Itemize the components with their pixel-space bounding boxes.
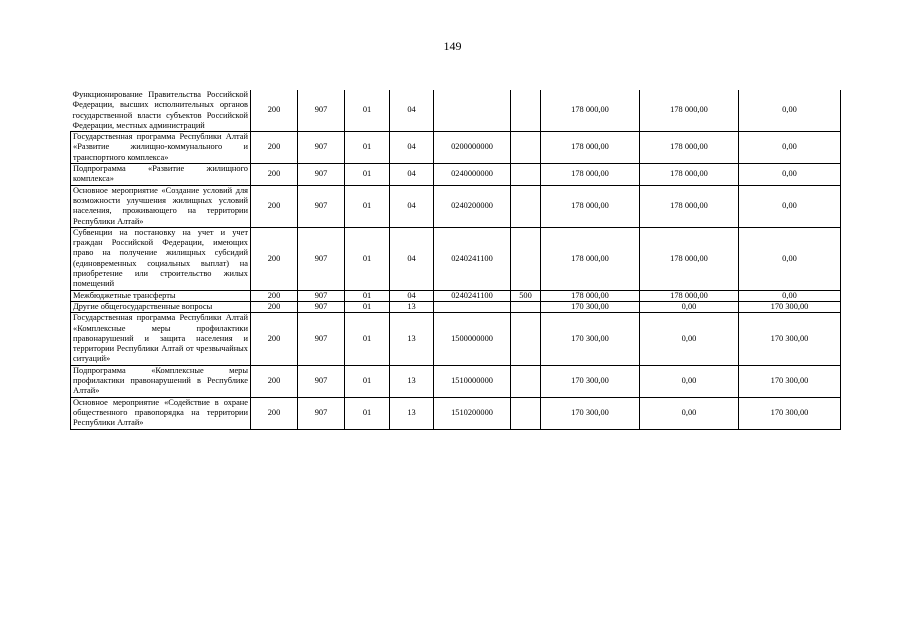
target-article-cell: 1500000000 — [434, 313, 511, 365]
department-code-cell: 907 — [298, 290, 345, 301]
section-code-cell: 01 — [345, 313, 390, 365]
budget-item-name-cell: Основное мероприятие «Содействие в охране общественного правопорядка на территории Республики Алтай» — [71, 397, 251, 429]
amount-total-cell: 178 000,00 — [541, 90, 640, 132]
admin-code-cell: 200 — [251, 365, 298, 397]
admin-code-cell: 200 — [251, 90, 298, 132]
expense-type-cell — [511, 301, 541, 312]
budget-table — [70, 90, 841, 430]
table-row — [71, 227, 841, 290]
amount-part-one-cell: 178 000,00 — [640, 164, 739, 186]
expense-type-cell — [511, 313, 541, 365]
budget-item-name-cell: Другие общегосударственные вопросы — [71, 301, 251, 312]
amount-total-cell: 178 000,00 — [541, 185, 640, 227]
table-row — [71, 290, 841, 301]
admin-code-cell: 200 — [251, 132, 298, 164]
table-row — [71, 164, 841, 186]
section-code-cell: 01 — [345, 90, 390, 132]
admin-code-cell: 200 — [251, 164, 298, 186]
target-article-cell: 1510200000 — [434, 397, 511, 429]
expense-type-cell — [511, 365, 541, 397]
amount-part-one-cell: 0,00 — [640, 397, 739, 429]
section-code-cell: 01 — [345, 397, 390, 429]
expense-type-cell: 500 — [511, 290, 541, 301]
amount-part-two-cell: 0,00 — [739, 164, 841, 186]
amount-part-one-cell: 178 000,00 — [640, 90, 739, 132]
expense-type-cell — [511, 164, 541, 186]
amount-part-two-cell: 0,00 — [739, 227, 841, 290]
subsection-code-cell: 04 — [390, 290, 434, 301]
amount-part-two-cell: 0,00 — [739, 132, 841, 164]
budget-item-name-cell: Субвенции на постановку на учет и учет граждан Российской Федерации, имеющих право на получение жилищных субсидий (единовременных социальных выплат) на приобретение или строительство жилых помещений — [71, 227, 251, 290]
target-article-cell: 0200000000 — [434, 132, 511, 164]
budget-item-name-cell: Функционирование Правительства Российской Федерации, высших исполнительных органов государственной власти субъектов Российской Федерации, местных администраций — [71, 90, 251, 132]
admin-code-cell: 200 — [251, 313, 298, 365]
section-code-cell: 01 — [345, 132, 390, 164]
expense-type-cell — [511, 397, 541, 429]
expense-type-cell — [511, 185, 541, 227]
amount-part-one-cell: 178 000,00 — [640, 132, 739, 164]
budget-item-name-cell: Подпрограмма «Развитие жилищного комплекса» — [71, 164, 251, 186]
subsection-code-cell: 13 — [390, 365, 434, 397]
admin-code-cell: 200 — [251, 290, 298, 301]
target-article-cell: 0240200000 — [434, 185, 511, 227]
section-code-cell: 01 — [345, 301, 390, 312]
page-number: 149 — [443, 39, 462, 53]
subsection-code-cell: 04 — [390, 164, 434, 186]
expense-type-cell — [511, 90, 541, 132]
target-article-cell: 0240241100 — [434, 227, 511, 290]
amount-total-cell: 178 000,00 — [541, 290, 640, 301]
amount-part-one-cell: 0,00 — [640, 301, 739, 312]
budget-item-name-cell: Основное мероприятие «Создание условий для возможности улучшения жилищных условий населения, проживающего на территории Республики Алтай» — [71, 185, 251, 227]
table-row — [71, 301, 841, 312]
section-code-cell: 01 — [345, 185, 390, 227]
amount-part-two-cell: 170 300,00 — [739, 301, 841, 312]
department-code-cell: 907 — [298, 185, 345, 227]
target-article-cell: 1510000000 — [434, 365, 511, 397]
target-article-cell: 0240241100 — [434, 290, 511, 301]
target-article-cell: 0240000000 — [434, 164, 511, 186]
amount-part-one-cell: 178 000,00 — [640, 290, 739, 301]
budget-item-name-cell: Подпрограмма «Комплексные меры профилактики правонарушений в Республике Алтай» — [71, 365, 251, 397]
amount-part-one-cell: 178 000,00 — [640, 227, 739, 290]
table-body — [71, 90, 841, 429]
amount-total-cell: 170 300,00 — [541, 301, 640, 312]
department-code-cell: 907 — [298, 90, 345, 132]
amount-part-two-cell: 170 300,00 — [739, 313, 841, 365]
amount-part-two-cell: 0,00 — [739, 185, 841, 227]
amount-total-cell: 170 300,00 — [541, 313, 640, 365]
amount-part-two-cell: 0,00 — [739, 290, 841, 301]
subsection-code-cell: 04 — [390, 90, 434, 132]
section-code-cell: 01 — [345, 290, 390, 301]
subsection-code-cell: 13 — [390, 313, 434, 365]
amount-part-one-cell: 0,00 — [640, 365, 739, 397]
amount-total-cell: 178 000,00 — [541, 164, 640, 186]
target-article-cell — [434, 301, 511, 312]
department-code-cell: 907 — [298, 365, 345, 397]
admin-code-cell: 200 — [251, 227, 298, 290]
subsection-code-cell: 04 — [390, 132, 434, 164]
department-code-cell: 907 — [298, 301, 345, 312]
admin-code-cell: 200 — [251, 185, 298, 227]
department-code-cell: 907 — [298, 313, 345, 365]
amount-total-cell: 170 300,00 — [541, 365, 640, 397]
budget-item-name-cell: Государственная программа Республики Алтай «Комплексные меры профилактики правонарушений и защита населения и территории Республики Алтай от чрезвычайных ситуаций» — [71, 313, 251, 365]
budget-item-name-cell: Межбюджетные трансферты — [71, 290, 251, 301]
expense-type-cell — [511, 227, 541, 290]
amount-total-cell: 178 000,00 — [541, 227, 640, 290]
section-code-cell: 01 — [345, 365, 390, 397]
department-code-cell: 907 — [298, 227, 345, 290]
amount-part-two-cell: 170 300,00 — [739, 365, 841, 397]
amount-total-cell: 178 000,00 — [541, 132, 640, 164]
section-code-cell: 01 — [345, 164, 390, 186]
department-code-cell: 907 — [298, 164, 345, 186]
table-row — [71, 132, 841, 164]
amount-part-two-cell: 0,00 — [739, 90, 841, 132]
department-code-cell: 907 — [298, 397, 345, 429]
expense-type-cell — [511, 132, 541, 164]
admin-code-cell: 200 — [251, 301, 298, 312]
target-article-cell — [434, 90, 511, 132]
table-row — [71, 90, 841, 132]
admin-code-cell: 200 — [251, 397, 298, 429]
subsection-code-cell: 13 — [390, 301, 434, 312]
amount-part-one-cell: 178 000,00 — [640, 185, 739, 227]
subsection-code-cell: 04 — [390, 227, 434, 290]
budget-item-name-cell: Государственная программа Республики Алтай «Развитие жилищно-коммунального и транспортного комплекса» — [71, 132, 251, 164]
section-code-cell: 01 — [345, 227, 390, 290]
amount-part-one-cell: 0,00 — [640, 313, 739, 365]
table-row — [71, 185, 841, 227]
table-row — [71, 365, 841, 397]
department-code-cell: 907 — [298, 132, 345, 164]
amount-total-cell: 170 300,00 — [541, 397, 640, 429]
table-row — [71, 397, 841, 429]
table-row — [71, 313, 841, 365]
subsection-code-cell: 04 — [390, 185, 434, 227]
subsection-code-cell: 13 — [390, 397, 434, 429]
amount-part-two-cell: 170 300,00 — [739, 397, 841, 429]
